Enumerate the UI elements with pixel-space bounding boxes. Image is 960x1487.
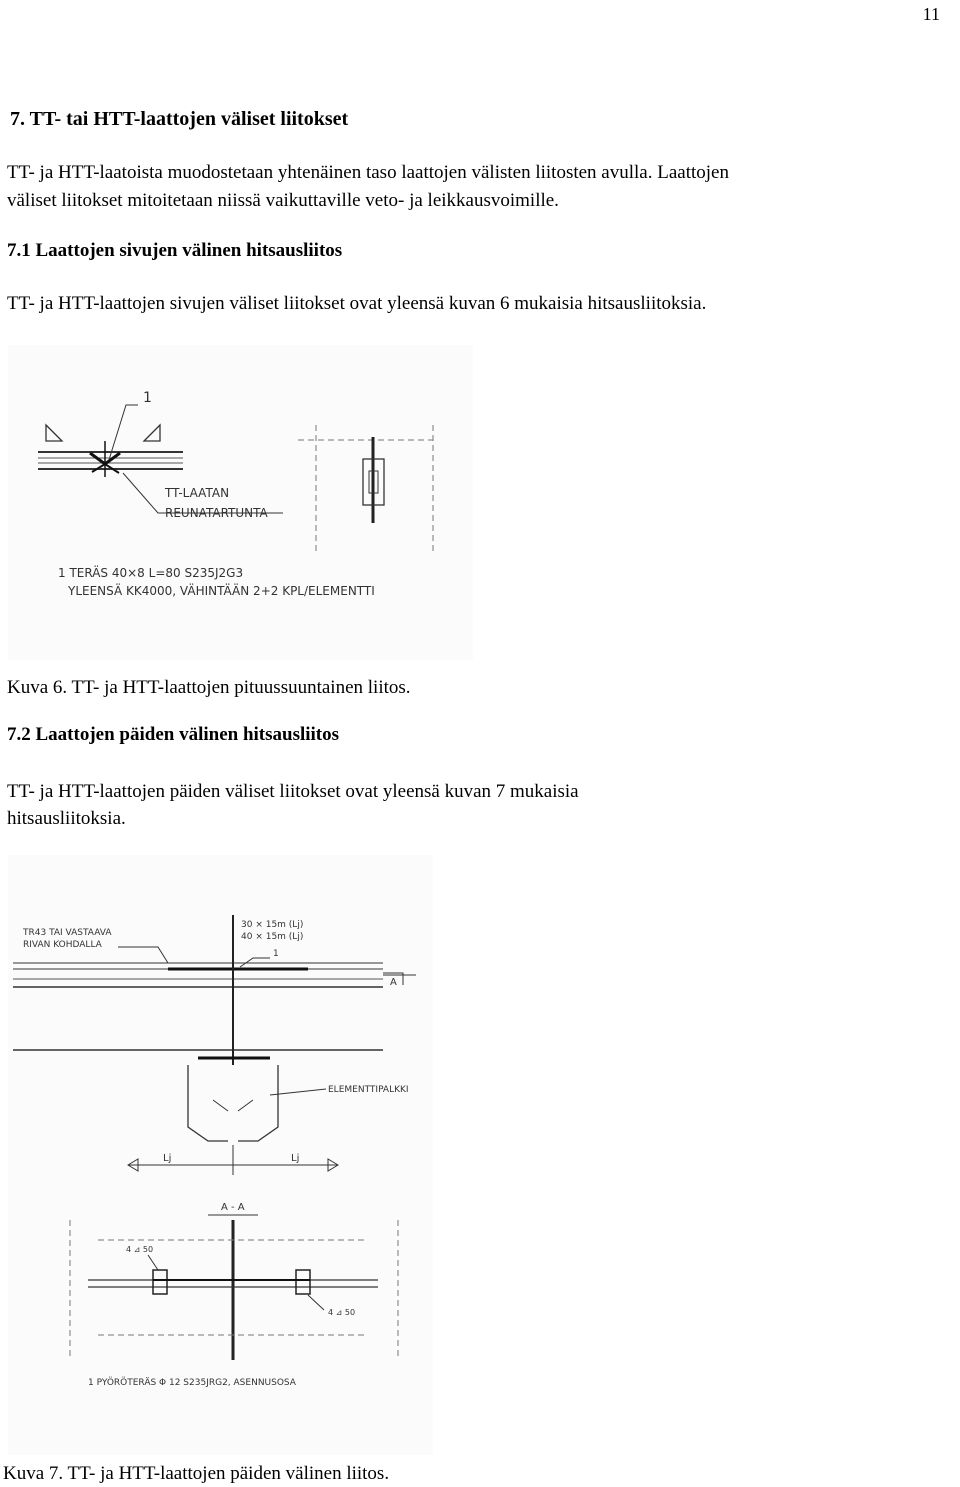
section-heading: 7. TT- tai HTT-laattojen väliset liitokset <box>10 108 349 130</box>
subsection-heading-7-2: 7.2 Laattojen päiden välinen hitsausliitos <box>7 724 340 745</box>
subsection-7-2-body-line-1: TT- ja HTT-laattojen päiden väliset liitokset ovat yleensä kuvan 7 mukaisia <box>7 781 579 802</box>
fig7-section-mark: A <box>390 977 397 988</box>
page-number: 11 <box>922 4 940 24</box>
fig7-top-left-1: TR43 TAI VASTAAVA <box>23 928 112 938</box>
fig7-weld-1: 30 × 15m (Lj) <box>241 920 304 930</box>
fig6-edge-label-2: REUNATARTUNTA <box>165 506 268 520</box>
fig7-lj-right: Lj <box>291 1153 300 1164</box>
fig6-note-1: 1 TERÄS 40×8 L=80 S235J2G3 <box>58 566 244 580</box>
fig6-label-1: 1 <box>143 390 152 406</box>
subsection-7-1-body: TT- ja HTT-laattojen sivujen väliset liitokset ovat yleensä kuvan 6 mukaisia hitsausliitoksia. <box>7 293 707 314</box>
subsection-7-2-body-line-2: hitsausliitoksia. <box>7 808 126 829</box>
subsection-heading-7-1: 7.1 Laattojen sivujen välinen hitsausliitos <box>7 240 343 261</box>
figure-6-caption: Kuva 6. TT- ja HTT-laattojen pituussuuntainen liitos. <box>7 677 411 698</box>
fig6-edge-label-1: TT-LAATAN <box>165 486 230 500</box>
fig7-top-left-2: RIVAN KOHDALLA <box>23 940 102 950</box>
fig7-section-title: A - A <box>221 1202 245 1213</box>
figure-6-drawing <box>8 345 473 660</box>
fig7-note: 1 PYÖRÖTERÄS Φ 12 S235JRG2, ASENNUSOSA <box>88 1378 296 1388</box>
fig7-label-1: 1 <box>273 949 279 959</box>
fig7-beam-label: ELEMENTTIPALKKI <box>328 1085 409 1095</box>
fig7-weld-small-left: 4 ⊿ 50 <box>126 1245 154 1254</box>
fig7-lj-left: Lj <box>163 1153 172 1164</box>
fig7-weld-small-right: 4 ⊿ 50 <box>328 1308 356 1317</box>
figure-7-caption: Kuva 7. TT- ja HTT-laattojen päiden välinen liitos. <box>3 1463 390 1484</box>
fig6-note-2: YLEENSÄ KK4000, VÄHINTÄÄN 2+2 KPL/ELEMENTTI <box>68 584 375 598</box>
fig7-weld-2: 40 × 15m (Lj) <box>241 932 304 942</box>
figure-7-drawing <box>8 855 433 1455</box>
intro-line-1: TT- ja HTT-laatoista muodostetaan yhtenäinen taso laattojen välisten liitosten avulla. Laattojen <box>7 162 729 183</box>
intro-line-2: väliset liitokset mitoitetaan niissä vaikuttaville veto- ja leikkausvoimille. <box>7 190 559 211</box>
